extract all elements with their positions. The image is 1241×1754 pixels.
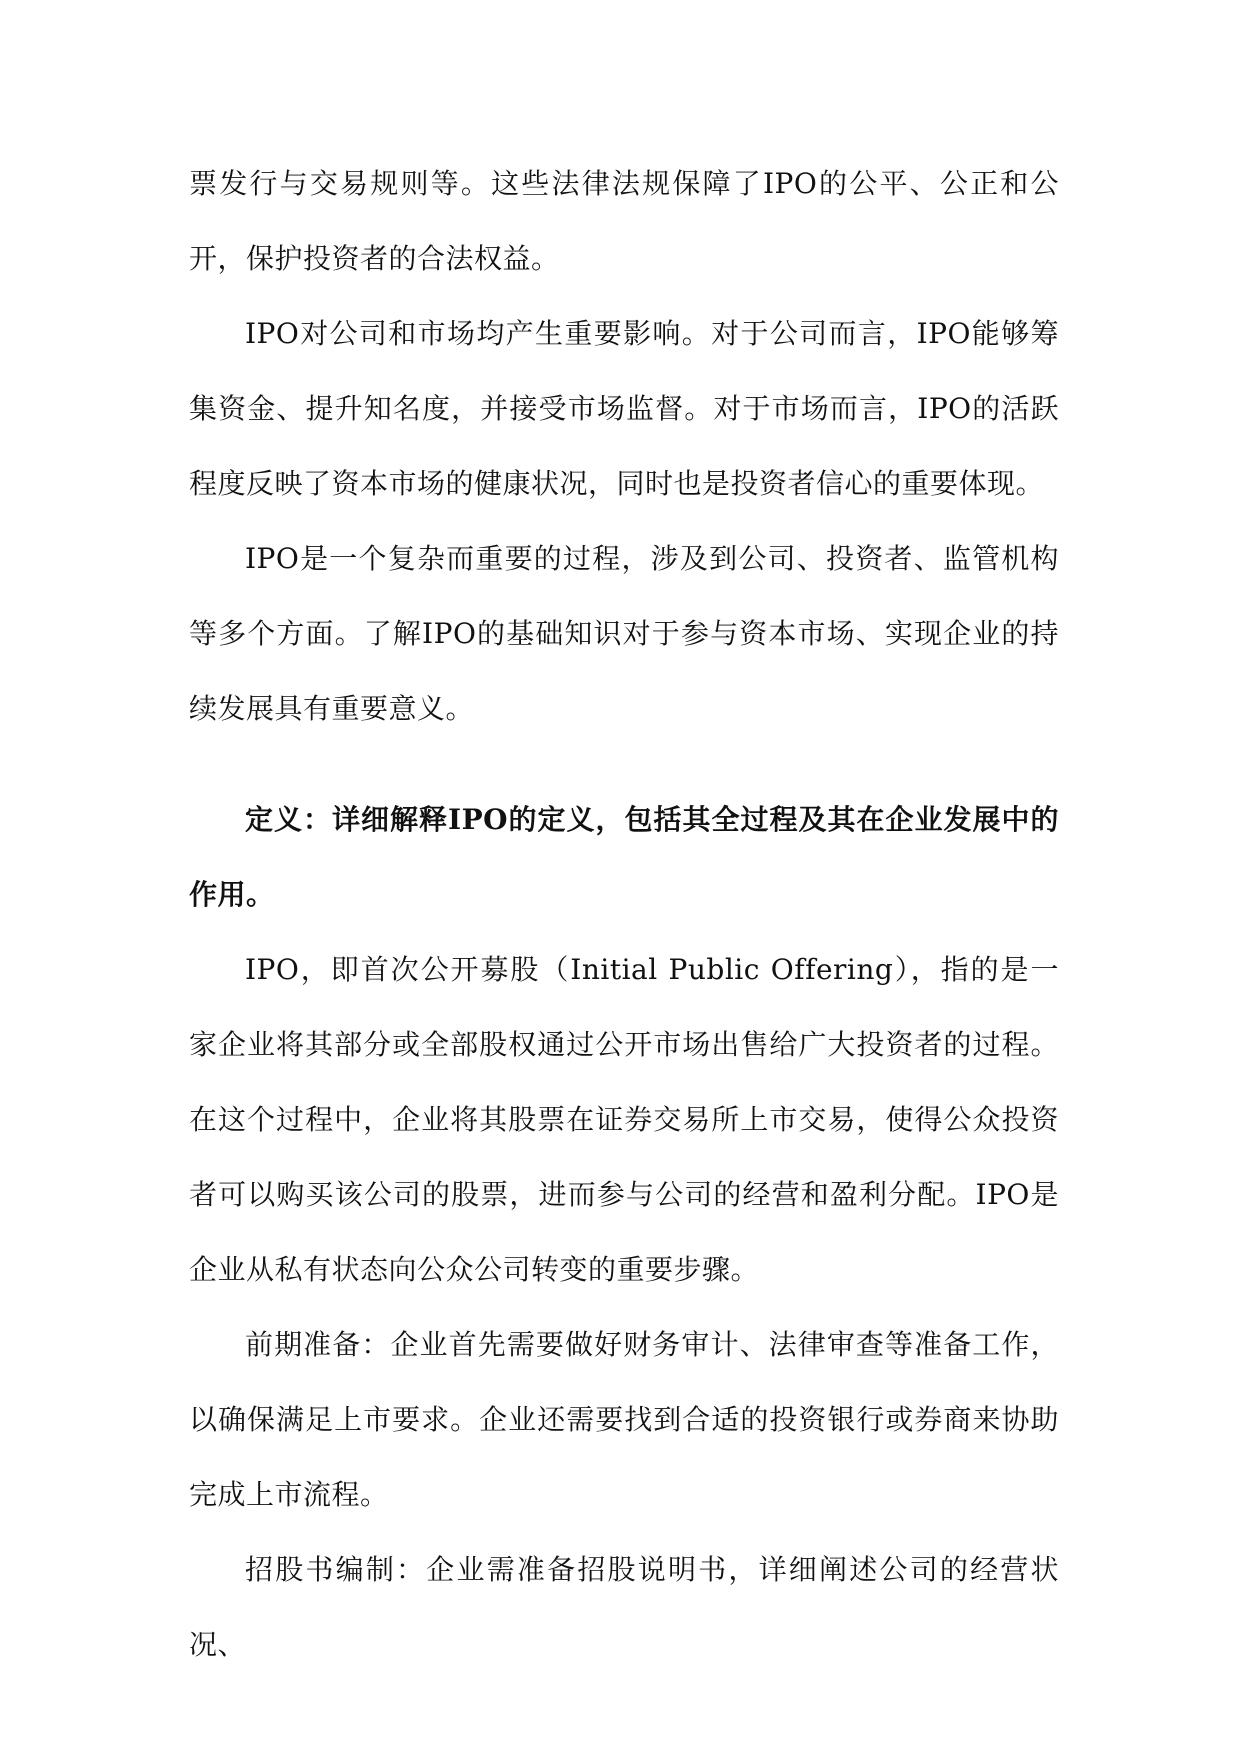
paragraph: 前期准备：企业首先需要做好财务审计、法律审查等准备工作，以确保满足上市要求。企业还需要找到合适的投资银行或券商来协助完成上市流程。 (189, 1328, 1059, 1511)
paragraph: 票发行与交易规则等。这些法律法规保障了IPO的公平、公正和公开，保护投资者的合法权益。 (189, 167, 1059, 275)
paragraph: IPO对公司和市场均产生重要影响。对于公司而言，IPO能够筹集资金、提升知名度，并接受市场监督。对于市场而言，IPO的活跃程度反映了资本市场的健康状况，同时也是投资者信心的重要体现。 (189, 317, 1059, 500)
paragraph: IPO，即首次公开募股（Initial Public Offering），指的是一家企业将其部分或全部股权通过公开市场出售给广大投资者的过程。在这个过程中，企业将其股票在证券交易所上市交易，使得公众投资者可以购买该公司的股票，进而参与公司的经营和盈利分配。IPO是企业从私有状态向公众公司转变的重要步骤。 (189, 953, 1059, 1286)
paragraph: IPO是一个复杂而重要的过程，涉及到公司、投资者、监管机构等多个方面。了解IPO的基础知识对于参与资本市场、实现企业的持续发展具有重要意义。 (189, 542, 1059, 725)
document-body (189, 146, 1059, 1682)
paragraph: 招股书编制：企业需准备招股说明书，详细阐述公司的经营状况、 (189, 1553, 1059, 1661)
section-heading: 定义：详细解释IPO的定义，包括其全过程及其在企业发展中的作用。 (189, 803, 1059, 911)
